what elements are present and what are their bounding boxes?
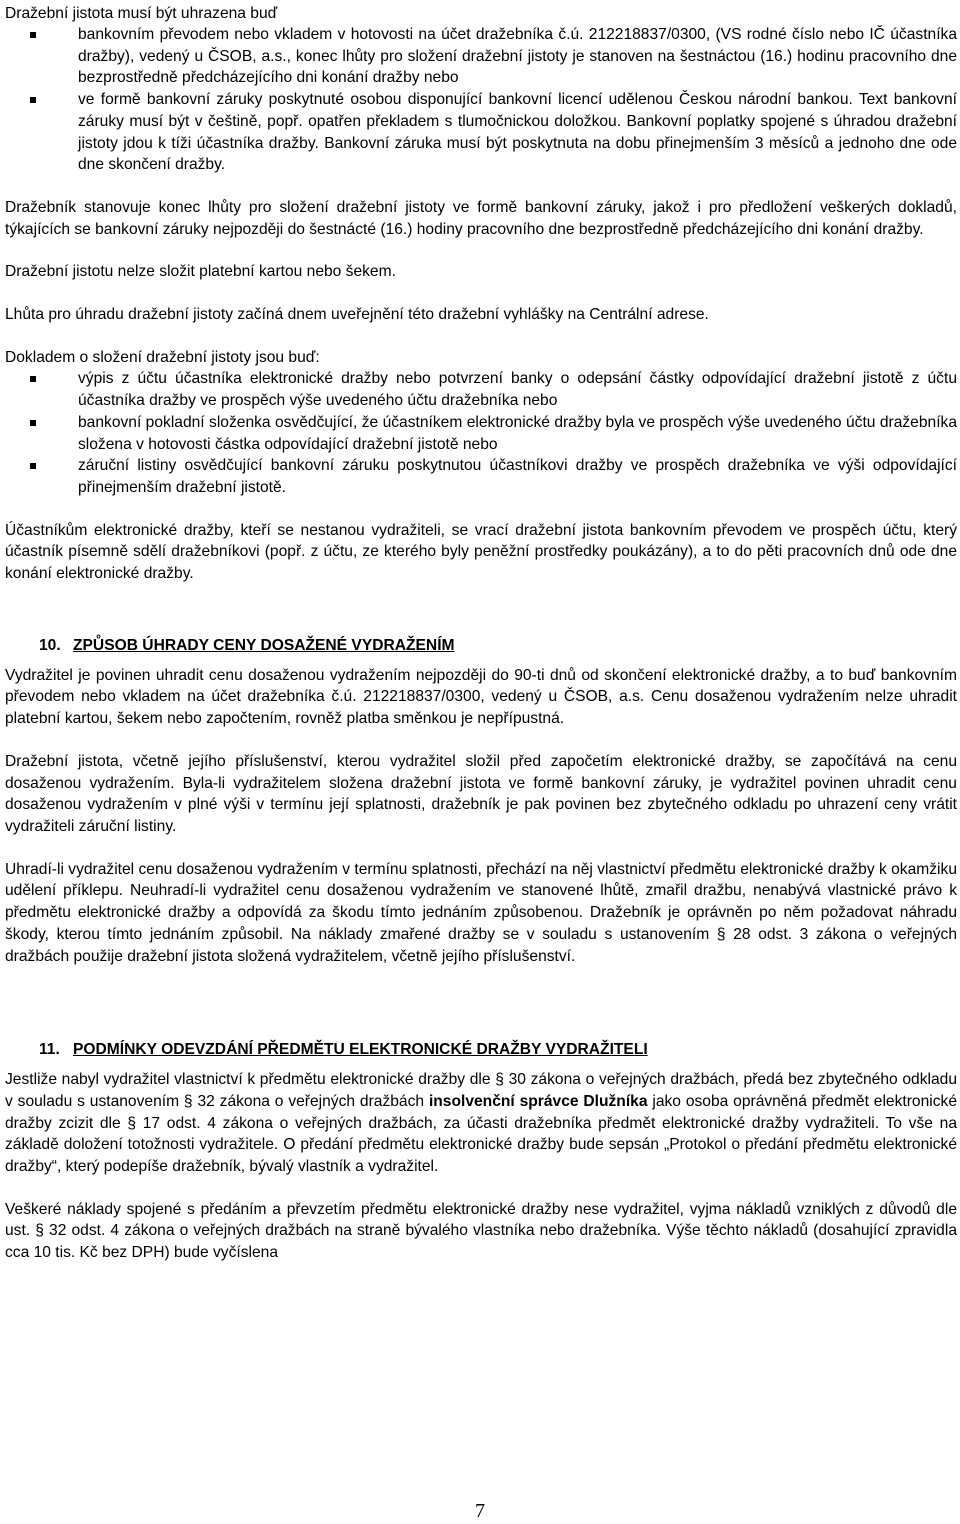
bullet-square-icon	[30, 97, 36, 103]
list-item: bankovním převodem nebo vkladem v hotovosti na účet dražebníka č.ú. 212218837/0300, (VS rodné číslo nebo IČ účastníka dražby), vedený u ČSOB, a.s., konec lhůty pro složení dražební jistoty je stanoven na šestnáctou (16.) hodinu pracovního dne bezprostředně předcházejícího dni konání dražby nebo	[5, 24, 957, 89]
intro-line: Dražební jistota musí být uhrazena buď	[5, 5, 278, 22]
paragraph-card: Dražební jistotu nelze složit platební kartou nebo šekem.	[5, 263, 396, 281]
document-page	[5, 4, 957, 1264]
page-number: 7	[475, 1500, 485, 1522]
section-11-paragraph-1: Jestliže nabyl vydražitel vlastnictví k předmětu elektronické dražby dle § 30 zákona o veřejných dražbách, předá bez zbytečného odkladu v souladu s ustanovením § 32 zákona o veřejných dražbách insolvenční správce Dlužníka jako osoba oprávněná předmět elektronické dražby zcizit dle § 17 odst. 4 zákona o veřejných dražbách, za účasti dražebníka předmět elektronické dražby vydražiteli. To vše na základě doložení totožnosti vydražitele. O předání předmětu elektronické dražby bude sepsán „Protokol o předání předmětu elektronické dražby“, který podepíše dražebník, bývalý vlastník a vydražitel.	[5, 1071, 958, 1176]
proof-intro: Dokladem o složení dražební jistoty jsou buď:	[5, 348, 320, 366]
list-item: záruční listiny osvědčující bankovní záruku poskytnutou účastníkovi dražby ve prospěch dražebníka ve výši odpovídající přinejmenším dražební jistotě.	[5, 455, 957, 498]
section-title: PODMÍNKY ODEVZDÁNÍ PŘEDMĚTU ELEKTRONICKÉ DRAŽBY VYDRAŽITELI	[73, 1041, 648, 1059]
payment-methods-list	[5, 24, 957, 176]
bullet-square-icon	[30, 463, 36, 469]
section-number: 11.	[39, 1041, 60, 1059]
paragraph-return: Účastníkům elektronické dražby, kteří se nestanou vydražiteli, se vrací dražební jistota bankovním převodem ve prospěch účtu, který účastník písemně sdělí dražebníkovi (popř. z účtu, ze kterého byly peněžní prostředky poukázány), a to do pěti pracovních dnů ode dne konání elektronické dražby.	[5, 521, 957, 583]
section-10-paragraph-2: Dražební jistota, včetně jejího příslušenství, kterou vydražitel složil před započetím elektronické dražby, se započítává na cenu dosaženou vydražením. Byla-li vydražitelem složena dražební jistota ve formě bankovní záruky, je vydražitel povinen uhradit cenu dosaženou vydražením v plné výši v termínu její splatnosti, dražebník je pak povinen bez zbytečného odkladu po uhrazení ceny vrátit vydražiteli záruční listiny.	[5, 752, 957, 835]
section-10-paragraph-1: Vydražitel je povinen uhradit cenu dosaženou vydražením nejpozději do 90-ti dnů od skončení elektronické dražby, a to buď bankovním převodem nebo vkladem na účet dražebníka č.ú. 212218837/0300, vedený u ČSOB, a.s. Cenu dosaženou vydražením nelze uhradit platební kartou, šekem nebo započtením, rovněž platba směnkou je nepřípustná.	[5, 666, 957, 728]
section-number: 10.	[39, 636, 61, 654]
section-11-paragraph-2: Veškeré náklady spojené s předáním a převzetím předmětu elektronické dražby nese vydražitel, vyjma nákladů vzniklých z důvodů dle ust. § 32 odst. 4 zákona o veřejných dražbách na straně bývalého vlastníka nebo dražebníka. Výše těchto nákladů (dosahující zpravidla cca 10 tis. Kč bez DPH) bude vyčíslena	[5, 1200, 957, 1262]
insolvency-administrator-label: insolvenční správce Dlužníka	[428, 1092, 648, 1110]
section-title: ZPŮSOB ÚHRADY CENY DOSAŽENÉ VYDRAŽENÍM	[73, 636, 455, 654]
section-10-paragraph-3: Uhradí-li vydražitel cenu dosaženou vydražením v termínu splatnosti, přechází na něj vlastnictví předmětu elektronické dražby k okamžiku udělení příklepu. Neuhradí-li vydražitel cenu dosaženou vydražením ve stanovené lhůtě, zmařil dražbu, nenabývá vlastnické právo k předmětu elektronické dražby a odpovídá za škodu tímto jednáním způsobenou. Dražebník je oprávněn po něm požadovat náhradu škody, kterou tímto jednáním způsobil. Na náklady zmařené dražby se v souladu s ustanovením § 28 odst. 3 zákona o veřejných dražbách použije dražební jistota složená vydražitelem, včetně jejího příslušenství.	[5, 860, 957, 965]
list-item: bankovní pokladní složenka osvědčující, že účastníkem elektronické dražby byla ve prospěch výše uvedeného účtu dražebníka složena v hotovosti částka odpovídající dražební jistotě nebo	[5, 412, 957, 455]
paragraph-period: Lhůta pro úhradu dražební jistoty začíná dnem uveřejnění této dražební vyhlášky na Centrální adrese.	[5, 306, 709, 324]
list-item: výpis z účtu účastníka elektronické dražby nebo potvrzení banky o odepsání částky odpovídající dražební jistotě z účtu účastníka dražby ve prospěch výše uvedeného účtu dražebníka nebo	[5, 368, 957, 411]
section-11-heading	[5, 1039, 957, 1061]
bullet-square-icon	[30, 376, 36, 382]
proof-list	[5, 368, 957, 498]
paragraph-deadline: Dražebník stanovuje konec lhůty pro složení dražební jistoty ve formě bankovní záruky, jakož i pro předložení veškerých dokladů, týkajících se bankovní záruky nejpozději do šestnácté (16.) hodiny pracovního dne bezprostředně předcházejícího dni konání dražby.	[5, 198, 957, 238]
bullet-square-icon	[30, 420, 36, 426]
bullet-square-icon	[30, 32, 36, 38]
list-item: ve formě bankovní záruky poskytnuté osobou disponující bankovní licencí udělenou Českou národní bankou. Text bankovní záruky musí být v češtině, popř. opatřen překladem s tlumočnickou doložkou. Bankovní poplatky spojené s úhradou dražební jistoty jdou k tíži účastníka dražby. Bankovní záruka musí být poskytnuta na dobu přinejmenším 3 měsíců a jednoho dne ode dne skončení dražby.	[5, 89, 957, 176]
section-10-heading	[5, 635, 957, 657]
